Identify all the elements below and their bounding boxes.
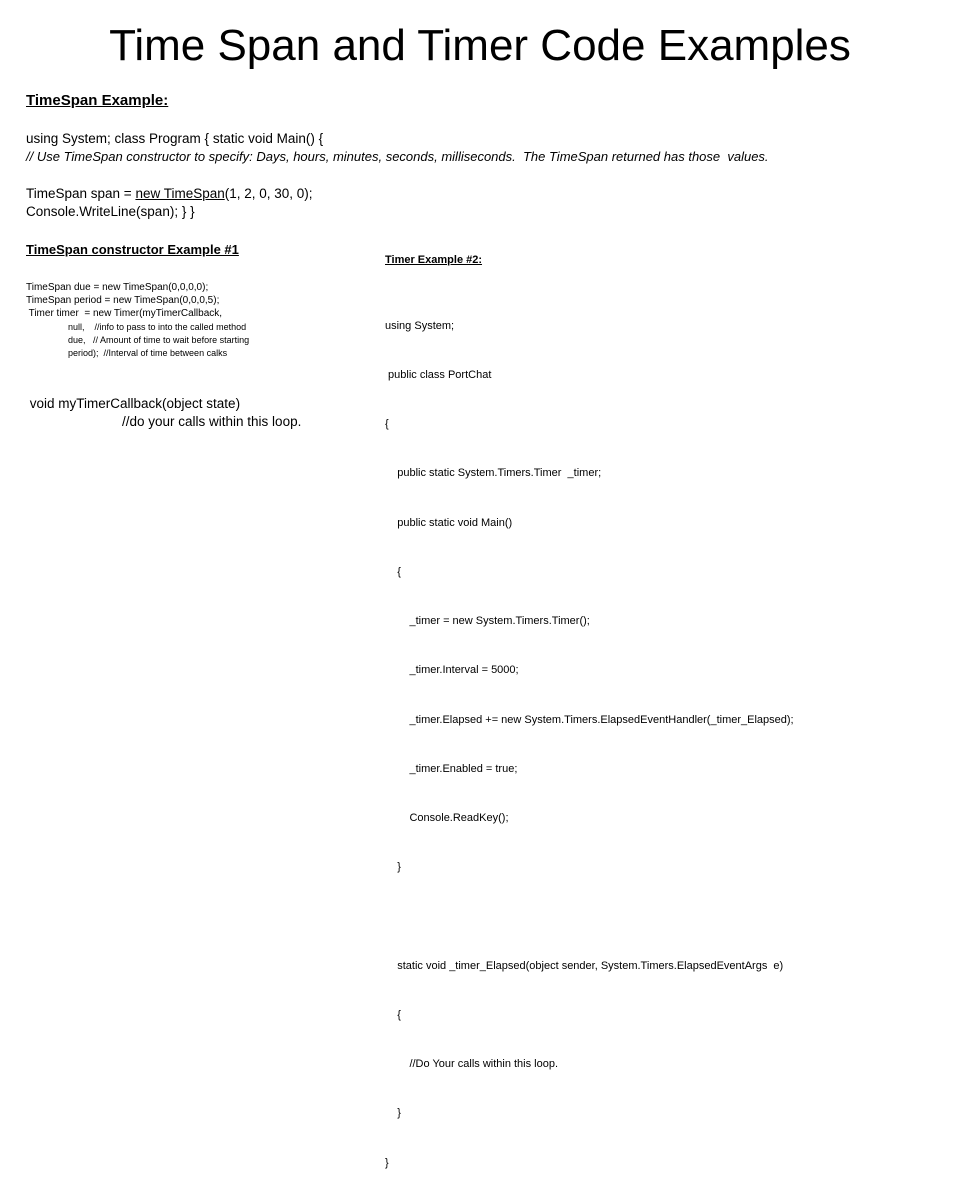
- ex1-line-period: TimeSpan period = new TimeSpan(0,0,0,5);: [26, 295, 220, 306]
- code-line: //Do Your calls within this loop.: [385, 1058, 559, 1071]
- code-line: _timer.Elapsed += new System.Timers.ElapsedEventHandler(_timer_Elapsed);: [385, 713, 794, 726]
- timespan-comment: // Use TimeSpan constructor to specify: Days, hours, minutes, seconds, milliseconds. The TimeSpan returned has those values.: [26, 149, 769, 164]
- ex1-arg-null: null, //info to pass to into the called method: [68, 322, 247, 332]
- code-line: Console.ReadKey();: [385, 812, 509, 824]
- span-suffix: (1, 2, 0, 30, 0);: [224, 186, 313, 201]
- code-line: }: [385, 1107, 401, 1120]
- code-line: using System;: [385, 319, 455, 332]
- code-line: _timer = new System.Timers.Timer();: [385, 615, 590, 628]
- ex1-line-timer: Timer timer = new Timer(myTimerCallback,: [26, 308, 223, 319]
- code-line: public static System.Timers.Timer _timer;: [385, 467, 602, 480]
- ex1-line-due: TimeSpan due = new TimeSpan(0,0,0,0);: [26, 282, 209, 293]
- code-line: {: [385, 1008, 401, 1021]
- slide-title: Time Span and Timer Code Examples: [109, 21, 851, 70]
- span-prefix: TimeSpan span =: [26, 186, 136, 201]
- code-line: public static void Main(): [385, 516, 513, 529]
- code-line: {: [385, 418, 389, 431]
- code-line: {: [385, 565, 401, 578]
- writeline-line: Console.WriteLine(span); } }: [26, 204, 195, 219]
- ex1-arg-due: due, // Amount of time to wait before starting: [68, 335, 250, 345]
- example1-heading: TimeSpan constructor Example #1: [26, 242, 239, 257]
- ex1-arg-period: period); //Interval of time between calks: [68, 348, 228, 358]
- timer-example2-heading: Timer Example #2:: [385, 254, 483, 266]
- code-line: public class PortChat: [385, 369, 492, 382]
- code-line: }: [385, 861, 401, 874]
- callback-comment: //do your calls within this loop.: [122, 414, 302, 429]
- timer-example2-code: [385, 285, 794, 1187]
- code-line: _timer.Interval = 5000;: [385, 664, 519, 677]
- timespan-span-line: [26, 185, 313, 203]
- timespan-example-heading: TimeSpan Example:: [26, 92, 169, 109]
- callback-line: void myTimerCallback(object state): [26, 396, 241, 411]
- code-line: [385, 908, 794, 924]
- code-line: }: [385, 1156, 389, 1169]
- code-line: static void _timer_Elapsed(object sender, System.Timers.ElapsedEventArgs e): [385, 959, 784, 972]
- code-line: _timer.Enabled = true;: [385, 762, 518, 775]
- new-timespan-link[interactable]: new TimeSpan: [135, 186, 225, 201]
- using-system-line: using System; class Program { static void Main() {: [26, 131, 324, 146]
